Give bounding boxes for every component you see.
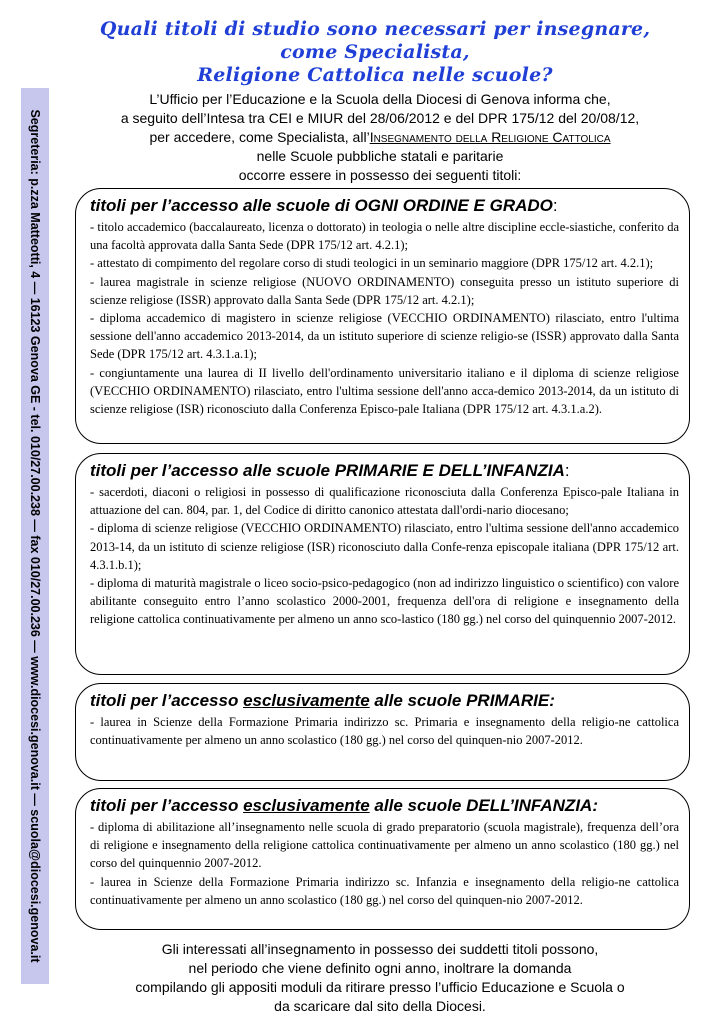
box-title-underlined: esclusivamente xyxy=(243,691,370,710)
list-item: - laurea in Scienze della Formazione Primaria indirizzo sc. Primaria e insegnamento della religio-ne cattolica continuativamente per almeno un anno scolastico (180 gg.) nel corso del quinquen-nio 2007-2012. xyxy=(90,715,679,748)
intro-line-2: a seguito dell’Intesa tra CEI e MIUR del 28/06/2012 e del DPR 175/12 del 20/08/12, xyxy=(120,110,640,126)
page-title xyxy=(70,18,680,87)
list-item: - diploma accademico di magistero in scienze religiose (VECCHIO ORDINAMENTO) rilasciato, entro l'ultima sessione dell'anno accademico 2013-2014, da un istituto superiore di scienze religio-se (ISSR) approvato dalla Santa Sede (DPR 175/12 art. 4.3.1.a.1); xyxy=(90,311,679,362)
box-title-prefix: titoli per l’accesso xyxy=(90,796,244,815)
footer-paragraph xyxy=(80,940,680,1016)
title-line-3: Religione Cattolica nelle scuole? xyxy=(197,64,553,86)
list-item: - attestato di compimento del regolare corso di studi teologici in un seminario maggiore (DPR 175/12 art. 4.2.1); xyxy=(90,256,654,271)
box-title-suffix: alle scuole PRIMARIE xyxy=(369,691,550,710)
contact-sidebar-text: Segreteria: p.zza Matteotti, 4 — 16123 Genova GE - tel. 010/27.00.238 — fax 010/27.00.236 — www.diocesi.genova.it — scuola@diocesi.genova.it xyxy=(28,109,42,963)
box-body xyxy=(90,818,679,909)
box-body xyxy=(90,218,679,418)
box-primarie-infanzia xyxy=(75,453,690,675)
box-body xyxy=(90,483,679,629)
intro-line-4: nelle Scuole pubbliche statali e paritarie xyxy=(256,148,504,164)
box-title-colon: : xyxy=(592,796,598,815)
box-solo-primarie xyxy=(75,683,690,781)
box-body xyxy=(90,713,679,749)
intro-line-1: L’Ufficio per l’Educazione e la Scuola della Diocesi di Genova informa che, xyxy=(149,91,611,107)
box-ogni-ordine-grado xyxy=(75,188,690,444)
box-title-suffix: alle scuole DELL’INFANZIA xyxy=(369,796,593,815)
footer-line-3: compilando gli appositi moduli da ritirare presso l’ufficio Educazione e Scuola o xyxy=(135,979,625,995)
intro-line-5: occorre essere in possesso dei seguenti titoli: xyxy=(238,167,522,183)
box-title-text: titoli per l’accesso alle scuole PRIMARIE E DELL’INFANZIA xyxy=(90,461,565,480)
box-title-prefix: titoli per l’accesso xyxy=(90,691,244,710)
footer-line-2: nel periodo che viene definito ogni anno, inoltrare la domanda xyxy=(188,960,572,976)
box-title-colon: : xyxy=(549,691,555,710)
intro-irc-underlined: Insegnamento della Religione Cattolica xyxy=(369,129,611,145)
box-title xyxy=(90,195,679,217)
list-item: - diploma di scienze religiose (VECCHIO ORDINAMENTO) rilasciato, entro l'ultima sessione dell'anno accademico 2013-14, da un istituto di scienze religiose (ISR) riconosciuto dalla Confe-renza episcopale italiana (DPR 175/12 art. 4.3.1.b.1); xyxy=(90,521,679,572)
footer-line-4: da scaricare dal sito della Diocesi. xyxy=(274,998,486,1014)
box-title-underlined: esclusivamente xyxy=(243,796,370,815)
box-title xyxy=(90,460,679,482)
list-item: - congiuntamente una laurea di II livello dell'ordinamento universitario italiano e il diploma di scienze religiose (VECCHIO ORDINAMENTO) rilasciato, entro l'ultima sessione dell'anno acca-demico 2013-2014, da un istituto di scienze religiose (ISR) riconosciuto dalla Conferenza Episco-pale Italiana (DPR 175/12 art. 4.3.1.a.2). xyxy=(90,365,679,417)
box-title xyxy=(90,690,679,712)
list-item: - diploma di maturità magistrale o liceo socio-psico-pedagogico (non ad indirizzo linguistico o scientifico) con valore abilitante conseguito entro l’anno scolastico 2000-2001, frequenza dell'ora di religione e insegnamento della religione cattolica continuativamente per almeno un anno sco-lastico (180 gg.) nel corso del quinquennio 2007-2012. xyxy=(90,576,679,627)
list-item: - laurea in Scienze della Formazione Primaria indirizzo sc. Infanzia e insegnamento della religio-ne cattolica continuativamente per almeno un anno scolastico (180 gg.) nel corso del quinquen-nio 2007-2012. xyxy=(90,874,679,907)
box-title-text: titoli per l’accesso alle scuole di OGNI ORDINE E GRADO xyxy=(90,196,553,215)
list-item: - sacerdoti, diaconi o religiosi in possesso di qualificazione riconosciuta dalla Conferenza Episco-pale Italiana in attuazione del can. 804, par. 1, del Codice di diritto canonico attestata dall'ordi-nario diocesano; xyxy=(90,485,679,518)
intro-paragraph xyxy=(80,90,680,185)
box-title xyxy=(90,795,679,817)
box-title-colon: : xyxy=(564,461,570,480)
box-solo-infanzia xyxy=(75,788,690,930)
title-line-2: come Specialista, xyxy=(280,41,470,63)
title-line-1: Quali titoli di studio sono necessari per insegnare, xyxy=(99,18,651,40)
intro-line-3 xyxy=(80,128,680,147)
intro-line-3-prefix: per accedere, come Specialista, all’ xyxy=(149,129,370,145)
box-title-colon: : xyxy=(552,196,558,215)
list-item: - diploma di abilitazione all’insegnamento nelle scuola di grado preparatorio (scuola magistrale), frequenza dell’ora di religione e insegnamento della religione cattolica continuativamente per almeno un anno scolastico (180 gg.) nel corso del quinquennio 2007-2012. xyxy=(90,820,679,871)
list-item: - titolo accademico (baccalaureato, licenza o dottorato) in teologia o nelle altre discipline eccle-siastiche, conferito da una facoltà approvata dalla Santa Sede (DPR 175/12 art. 4.2.1); xyxy=(90,220,679,253)
list-item: - laurea magistrale in scienze religiose (NUOVO ORDINAMENTO) conseguita presso un istituto superiore di scienze religiose (ISSR) approvato dalla Santa Sede (DPR 175/12 art. 4.2.1); xyxy=(90,274,679,307)
footer-line-1: Gli interessati all’insegnamento in possesso dei suddetti titoli possono, xyxy=(161,941,599,957)
